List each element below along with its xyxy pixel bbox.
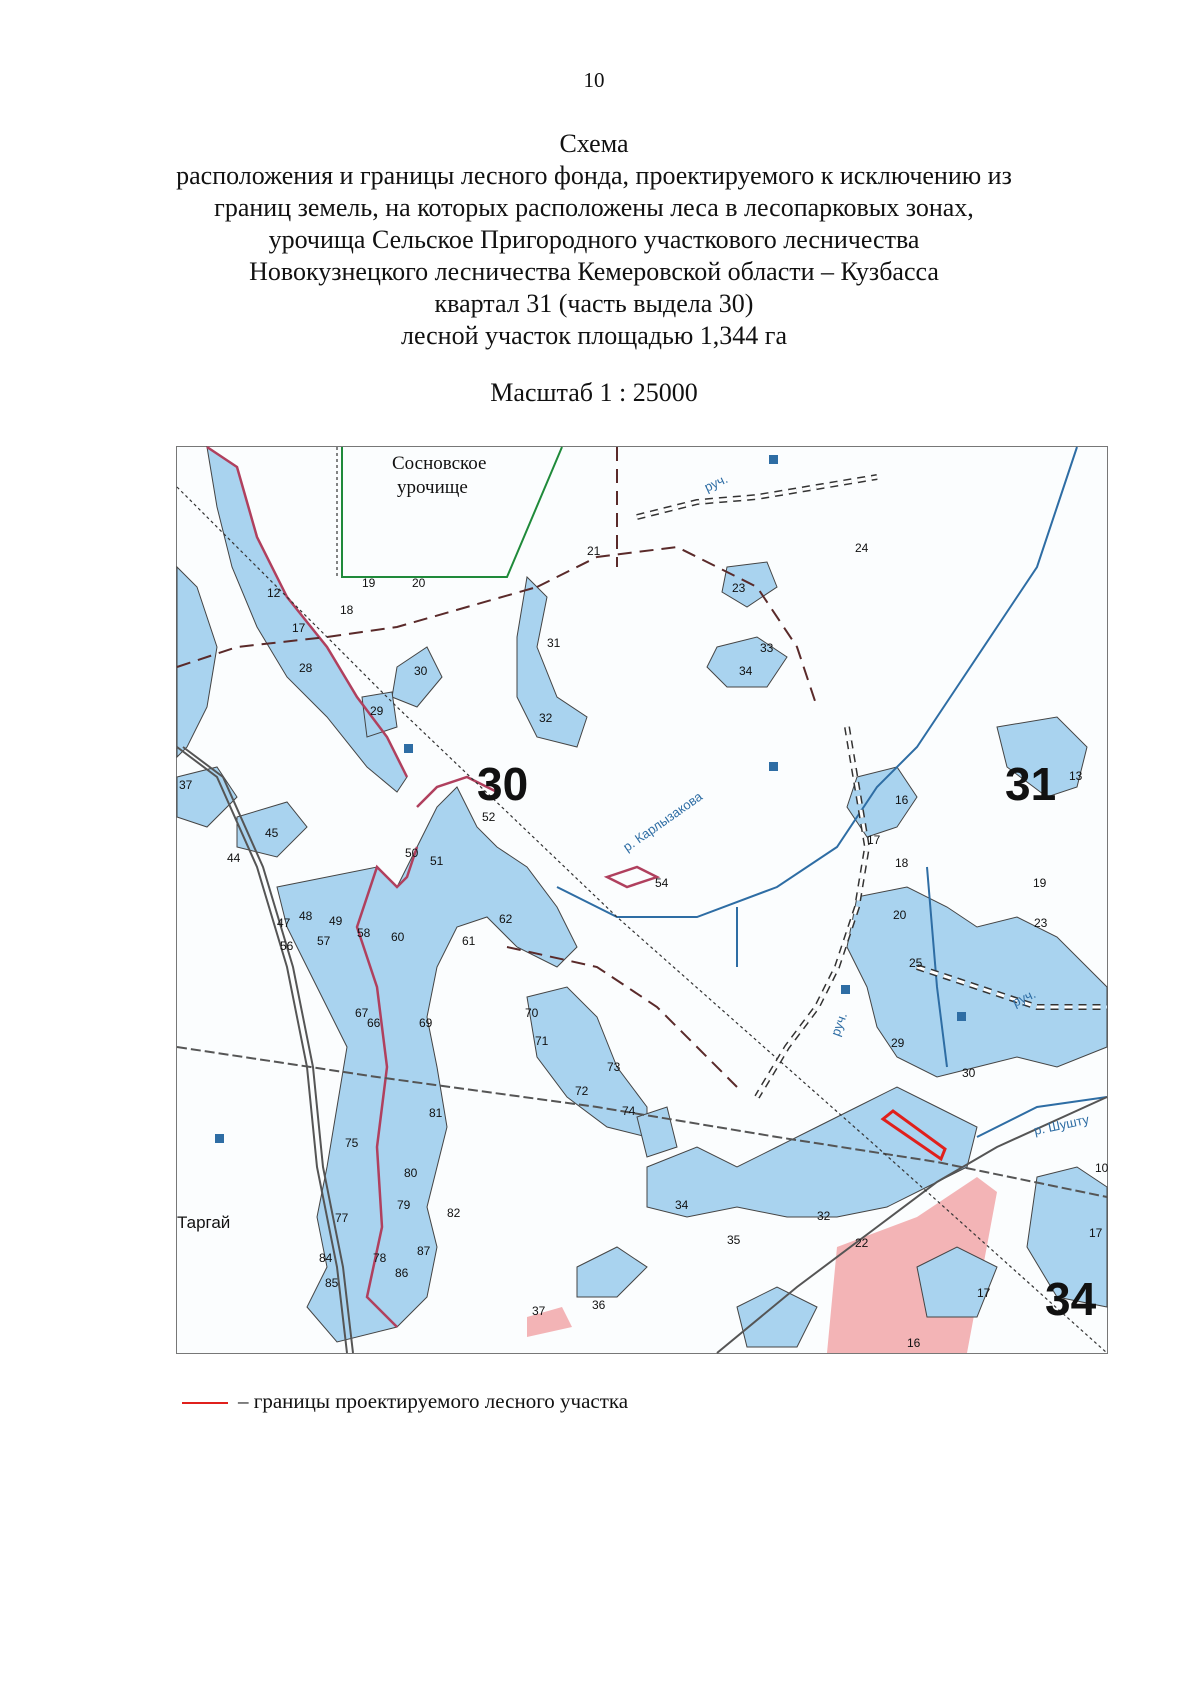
- vydel-number: 47: [277, 916, 291, 930]
- vydel-number: 56: [280, 939, 294, 953]
- vydel-number: 49: [329, 914, 343, 928]
- vydel-number: 22: [855, 1236, 869, 1250]
- vydel-number: 25: [909, 956, 923, 970]
- stream-label: руч.: [827, 1010, 851, 1039]
- vydel-number: 44: [227, 851, 241, 865]
- stream-label: руч.: [701, 470, 730, 495]
- vydel-number: 80: [404, 1166, 418, 1180]
- vydel-number: 16: [907, 1336, 921, 1350]
- kvartal-number: 31: [1005, 758, 1057, 810]
- page-number: 10: [583, 68, 605, 92]
- vydel-number: 69: [419, 1016, 433, 1030]
- vydel-number: 21: [587, 544, 601, 558]
- forest-map-svg: [177, 447, 1107, 1353]
- vydel-number: 81: [429, 1106, 443, 1120]
- title-line: Новокузнецкого лесничества Кемеровской области – Кузбасса: [249, 257, 939, 286]
- vydel-number: 67: [355, 1006, 369, 1020]
- vydel-number: 34: [739, 664, 753, 678]
- vydel-number: 19: [362, 576, 376, 590]
- building-marker: [841, 985, 850, 994]
- vydel-number: 18: [340, 603, 354, 617]
- vydel-number: 74: [622, 1104, 636, 1118]
- vydel-number: 58: [357, 926, 371, 940]
- vydel-number: 45: [265, 826, 279, 840]
- urochishche-label: урочище: [397, 477, 468, 498]
- kvartal-boundary-inner: [757, 727, 867, 1097]
- forest-fund-boundary: [607, 867, 657, 887]
- vydel-number: 57: [317, 934, 331, 948]
- vydel-number: 17: [1089, 1226, 1103, 1240]
- vydel-number: 16: [895, 793, 909, 807]
- vydel-number: 84: [319, 1251, 333, 1265]
- kvartal-boundary: [637, 477, 877, 517]
- vydel-number: 51: [430, 854, 444, 868]
- kvartal-number: 30: [477, 758, 529, 810]
- forest-stand: [177, 767, 237, 827]
- vydel-number: 52: [482, 810, 496, 824]
- vydel-number: 34: [675, 1198, 689, 1212]
- vydel-number: 77: [335, 1211, 349, 1225]
- kvartal-boundary-inner: [637, 477, 877, 517]
- vydel-number: 85: [325, 1276, 339, 1290]
- vydel-number: 19: [1033, 876, 1047, 890]
- title-line: расположения и границы лесного фонда, проектируемого к исключению из: [176, 161, 1012, 190]
- vydel-number: 17: [867, 833, 881, 847]
- forest-map: [176, 446, 1108, 1354]
- vydel-number: 35: [727, 1233, 741, 1247]
- title-line: Схема: [559, 129, 629, 158]
- vydel-number: 10: [1095, 1161, 1109, 1175]
- vydel-number: 31: [547, 636, 561, 650]
- forest-stand: [647, 1087, 977, 1217]
- kvartal-boundary: [757, 727, 867, 1097]
- quarter-boundary: [537, 547, 817, 707]
- vydel-number: 62: [499, 912, 513, 926]
- river-label: р. Карлызакова: [620, 788, 706, 855]
- vydel-number: 30: [414, 664, 428, 678]
- vydel-number: 32: [539, 711, 553, 725]
- place-label: Таргай: [177, 1213, 231, 1232]
- vydel-number: 73: [607, 1060, 621, 1074]
- vydel-number: 37: [532, 1304, 546, 1318]
- map-legend: [182, 1389, 628, 1414]
- vydel-number: 72: [575, 1084, 589, 1098]
- vydel-number: 28: [299, 661, 313, 675]
- vydel-number: 79: [397, 1198, 411, 1212]
- vydel-number: 13: [1069, 769, 1083, 783]
- vydel-number: 66: [367, 1016, 381, 1030]
- building-marker: [404, 744, 413, 753]
- forest-stand: [577, 1247, 647, 1297]
- vydel-number: 20: [412, 576, 426, 590]
- vydel-number: 32: [817, 1209, 831, 1223]
- vydel-number: 71: [535, 1034, 549, 1048]
- vydel-number: 50: [405, 846, 419, 860]
- vydel-number: 18: [895, 856, 909, 870]
- stream-label: руч.: [1009, 985, 1038, 1010]
- vydel-number: 29: [370, 704, 384, 718]
- vydel-number: 29: [891, 1036, 905, 1050]
- vydel-number: 23: [732, 581, 746, 595]
- map-scale: Масштаб 1 : 25000: [490, 378, 698, 407]
- vydel-number: 36: [592, 1298, 606, 1312]
- building-marker: [769, 762, 778, 771]
- vydel-number: 20: [893, 908, 907, 922]
- forest-stand: [737, 1287, 817, 1347]
- river-label: р. Шушту: [1032, 1111, 1091, 1138]
- vydel-number: 30: [962, 1066, 976, 1080]
- forest-stand: [847, 887, 1107, 1077]
- document-title: [0, 128, 1188, 352]
- vydel-number: 60: [391, 930, 405, 944]
- building-marker: [215, 1134, 224, 1143]
- project-boundary-swatch: [182, 1402, 228, 1404]
- vydel-number: 17: [292, 621, 306, 635]
- vydel-number: 86: [395, 1266, 409, 1280]
- forest-stand: [177, 567, 217, 757]
- forest-stand: [207, 447, 407, 792]
- building-marker: [957, 1012, 966, 1021]
- kvartal-number: 34: [1045, 1273, 1097, 1325]
- vydel-number: 70: [525, 1006, 539, 1020]
- vydel-number: 48: [299, 909, 313, 923]
- vydel-number: 54: [655, 876, 669, 890]
- legend-text: – границы проектируемого лесного участка: [238, 1389, 629, 1413]
- vydel-number: 78: [373, 1251, 387, 1265]
- vydel-number: 17: [977, 1286, 991, 1300]
- forest-stand: [707, 637, 787, 687]
- title-line: квартал 31 (часть выдела 30): [434, 289, 754, 318]
- title-line: границ земель, на которых расположены леса в лесопарковых зонах,: [214, 193, 974, 222]
- forest-stand: [722, 562, 777, 607]
- vydel-number: 87: [417, 1244, 431, 1258]
- quarter-boundary: [177, 587, 537, 667]
- title-line: урочища Сельское Пригородного участкового лесничества: [268, 225, 920, 254]
- vydel-number: 75: [345, 1136, 359, 1150]
- vydel-number: 82: [447, 1206, 461, 1220]
- vydel-number: 12: [267, 586, 281, 600]
- vydel-number: 61: [462, 934, 476, 948]
- vydel-number: 37: [179, 778, 193, 792]
- vydel-number: 33: [760, 641, 774, 655]
- urochishche-label: Сосновское: [392, 453, 487, 474]
- title-line: лесной участок площадью 1,344 га: [400, 321, 787, 350]
- building-marker: [769, 455, 778, 464]
- vydel-number: 23: [1034, 916, 1048, 930]
- vydel-number: 24: [855, 541, 869, 555]
